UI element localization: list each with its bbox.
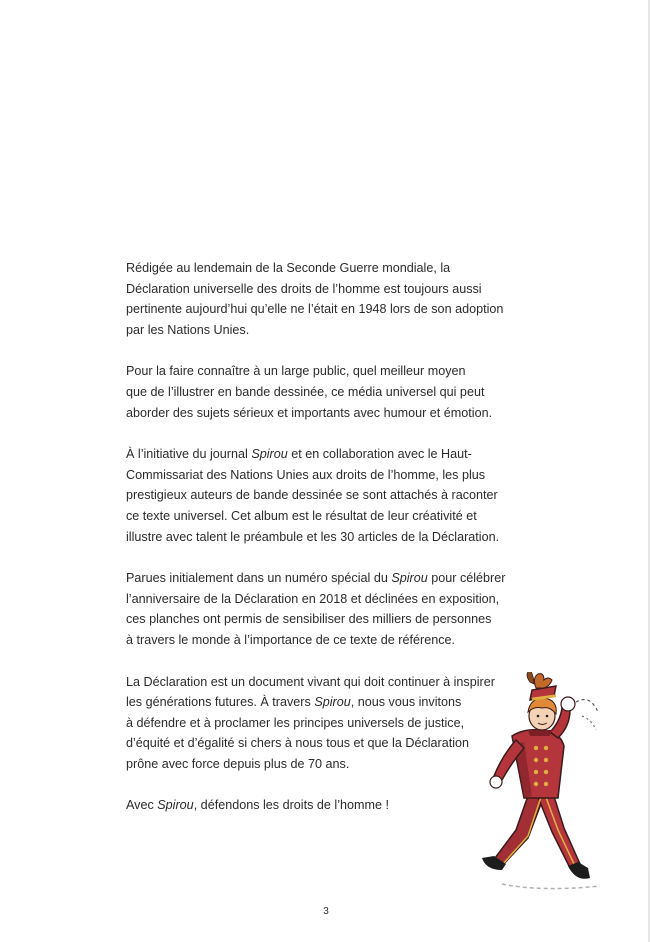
text-segment: Pour la faire connaître à un large public, quel meilleur moyen — [126, 364, 466, 379]
text-segment: que de l’illustrer en bande dessinée, ce média universel qui peut — [126, 384, 485, 399]
journal-title: Spirou — [157, 798, 194, 813]
spirou-bellboy-character-icon — [472, 672, 612, 900]
body-text — [126, 258, 521, 837]
text-line — [126, 754, 521, 775]
text-segment: ces planches ont permis de sensibiliser des milliers de personnes — [126, 612, 492, 627]
text-line — [126, 527, 521, 548]
text-segment: Parues initialement dans un numéro spécial du — [126, 571, 392, 586]
text-segment: ce texte universel. Cet album est le résultat de leur créativité et — [126, 508, 477, 523]
text-line — [126, 361, 521, 382]
text-line — [126, 465, 521, 486]
text-segment: prône avec force depuis plus de 70 ans. — [126, 756, 350, 771]
text-segment: à défendre et à proclamer les principes universels de justice, — [126, 715, 465, 730]
text-segment: par les Nations Unies. — [126, 322, 250, 337]
text-segment: Avec — [126, 798, 158, 813]
text-segment: pour célébrer — [427, 571, 506, 586]
text-line — [126, 320, 521, 341]
text-segment: illustre avec talent le préambule et les 30 articles de la Déclaration. — [126, 529, 500, 544]
text-segment: à travers le monde à l’importance de ce texte de référence. — [126, 632, 456, 647]
text-segment: Déclaration universelle des droits de l’homme est toujours aussi — [126, 281, 482, 296]
text-segment: aborder des sujets sérieux et importants avec humour et émotion. — [126, 405, 493, 420]
text-segment: Rédigée au lendemain de la Seconde Guerre mondiale, la — [126, 261, 451, 275]
text-line — [126, 279, 521, 300]
text-line — [126, 733, 521, 754]
journal-title: Spirou — [251, 447, 288, 462]
paragraph — [126, 258, 521, 340]
paragraph — [126, 568, 521, 650]
text-line — [126, 485, 521, 506]
text-segment: d’équité et d’égalité si chers à nous tous et que la Déclaration — [126, 736, 470, 751]
text-segment: l’anniversaire de la Déclaration en 2018 et déclinées en exposition, — [126, 591, 500, 606]
journal-title: Spirou — [314, 695, 351, 710]
text-line — [126, 299, 521, 320]
paragraph — [126, 444, 521, 547]
paragraph — [126, 672, 521, 775]
text-line — [126, 568, 521, 589]
text-line — [126, 630, 521, 651]
text-segment: pertinente aujourd’hui qu’elle ne l’était en 1948 lors de son adoption — [126, 302, 504, 317]
text-line — [126, 403, 521, 424]
text-segment: , défendons les droits de l’homme ! — [193, 798, 389, 813]
text-line — [126, 692, 521, 713]
text-line — [126, 258, 521, 279]
text-line — [126, 506, 521, 527]
page-number: 3 — [323, 906, 329, 917]
text-line — [126, 609, 521, 630]
text-line — [126, 444, 521, 465]
text-line — [126, 672, 521, 693]
text-segment: Commissariat des Nations Unies aux droits de l’homme, les plus — [126, 467, 486, 482]
paragraph — [126, 361, 521, 423]
text-segment: La Déclaration est un document vivant qui doit continuer à inspirer — [126, 674, 495, 689]
text-segment: les générations futures. À travers — [126, 695, 315, 710]
text-segment: À l’initiative du journal — [126, 447, 252, 462]
text-segment: , nous vous invitons — [350, 695, 462, 710]
text-line — [126, 795, 521, 816]
text-line — [126, 382, 521, 403]
text-line — [126, 713, 521, 734]
journal-title: Spirou — [391, 571, 428, 586]
text-segment: et en collaboration avec le Haut- — [287, 447, 472, 462]
text-segment: prestigieux auteurs de bande dessinée se sont attachés à raconter — [126, 488, 498, 503]
text-line — [126, 589, 521, 610]
paragraph — [126, 795, 521, 816]
